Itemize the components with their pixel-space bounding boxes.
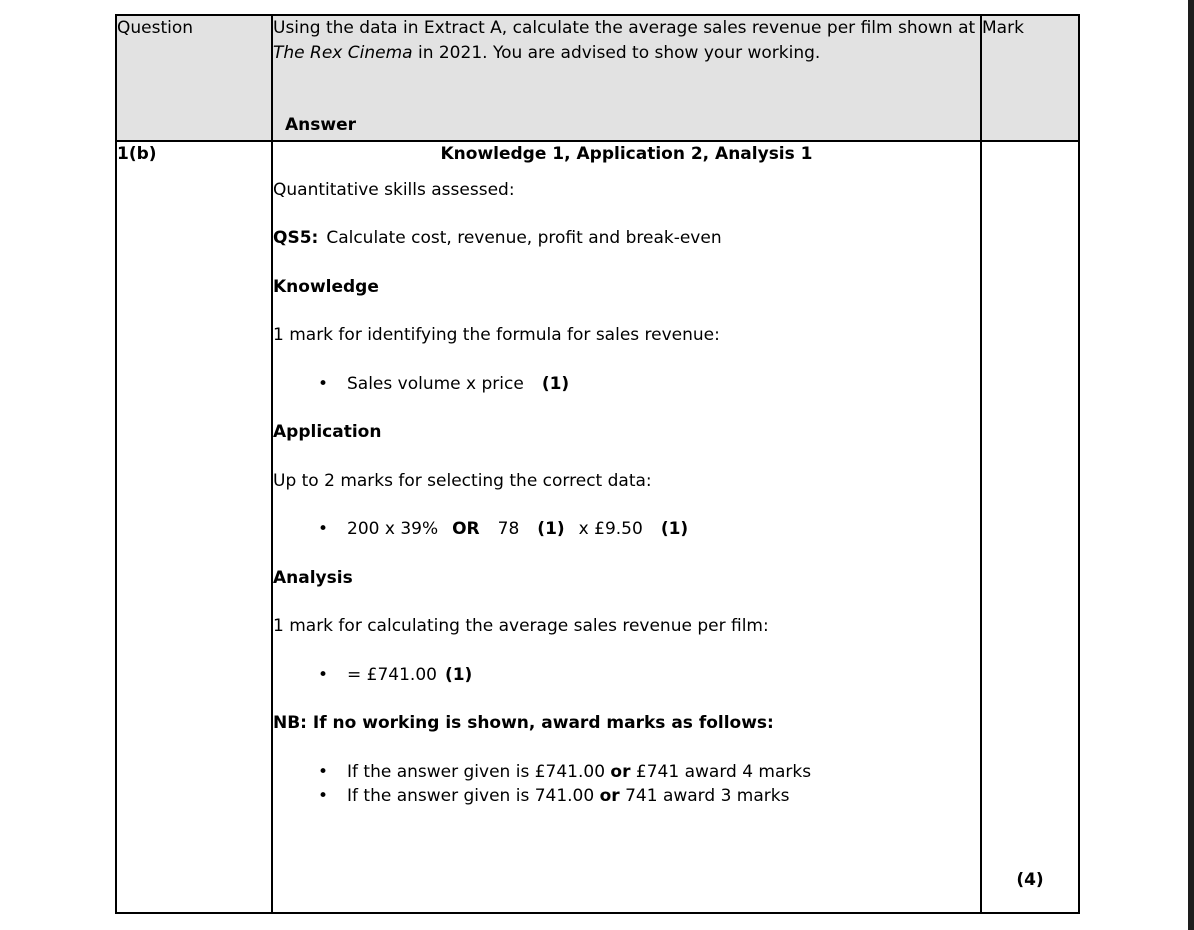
qs5-code: QS5: — [273, 228, 319, 248]
total-mark: (4) — [1016, 869, 1044, 890]
bullet-icon: • — [318, 519, 329, 539]
bullet-icon: • — [318, 786, 329, 806]
mark-scheme-table — [115, 14, 1080, 914]
qs5-text: Calculate cost, revenue, profit and break-even — [326, 228, 722, 248]
bullet-icon: • — [318, 664, 329, 685]
header-row — [116, 15, 1079, 141]
page-right-edge — [1188, 0, 1194, 930]
question-prompt-part-2: in 2021. You are advised to show your working. — [412, 42, 821, 63]
answer-content-cell — [272, 141, 981, 913]
bullet-icon: • — [318, 373, 329, 394]
question-number: 1(b) — [116, 141, 272, 913]
answer-row — [116, 141, 1079, 913]
question-prompt-part-1: Using the data in Extract A, calculate the average sales revenue per film shown at — [273, 18, 976, 38]
knowledge-intro: 1 mark for identifying the formula for sales revenue: — [273, 325, 720, 345]
application-intro: Up to 2 marks for selecting the correct data: — [273, 470, 652, 491]
application-title: Application — [273, 422, 382, 442]
knowledge-bullet — [318, 372, 980, 397]
analysis-bullet-text: = £741.00 (1) — [347, 664, 473, 685]
analysis-title: Analysis — [273, 567, 353, 588]
mark-cell — [981, 141, 1079, 913]
application-bullet-text: 200 x 39% OR 78 (1) x £9.50 (1) — [347, 519, 689, 539]
qs5-line — [273, 226, 980, 251]
question-header-label: Question — [116, 15, 272, 141]
analysis-intro: 1 mark for calculating the average sales revenue per film: — [273, 616, 769, 636]
knowledge-bullet-text: Sales volume x price (1) — [347, 373, 570, 394]
question-prompt — [273, 16, 980, 65]
nb-bullet-2 — [318, 784, 980, 809]
mark-header-label: Mark — [981, 15, 1079, 141]
nb-heading: NB: If no working is shown, award marks as follows: — [273, 713, 774, 733]
application-bullet — [318, 517, 980, 542]
answer-label: Answer — [285, 114, 356, 135]
knowledge-title: Knowledge — [273, 276, 379, 297]
nb-bullet-2-text: If the answer given is 741.00 or 741 award 3 marks — [347, 786, 790, 806]
qs-intro: Quantitative skills assessed: — [273, 179, 515, 200]
bullet-icon: • — [318, 761, 329, 782]
assessment-objectives-heading: Knowledge 1, Application 2, Analysis 1 — [440, 144, 813, 164]
cinema-name-italic: The Rex Cinema — [273, 42, 413, 63]
nb-bullet-1 — [318, 760, 980, 785]
nb-bullet-1-text: If the answer given is £741.00 or £741 award 4 marks — [347, 761, 812, 782]
question-prompt-cell — [272, 15, 981, 141]
analysis-bullet — [318, 663, 980, 688]
